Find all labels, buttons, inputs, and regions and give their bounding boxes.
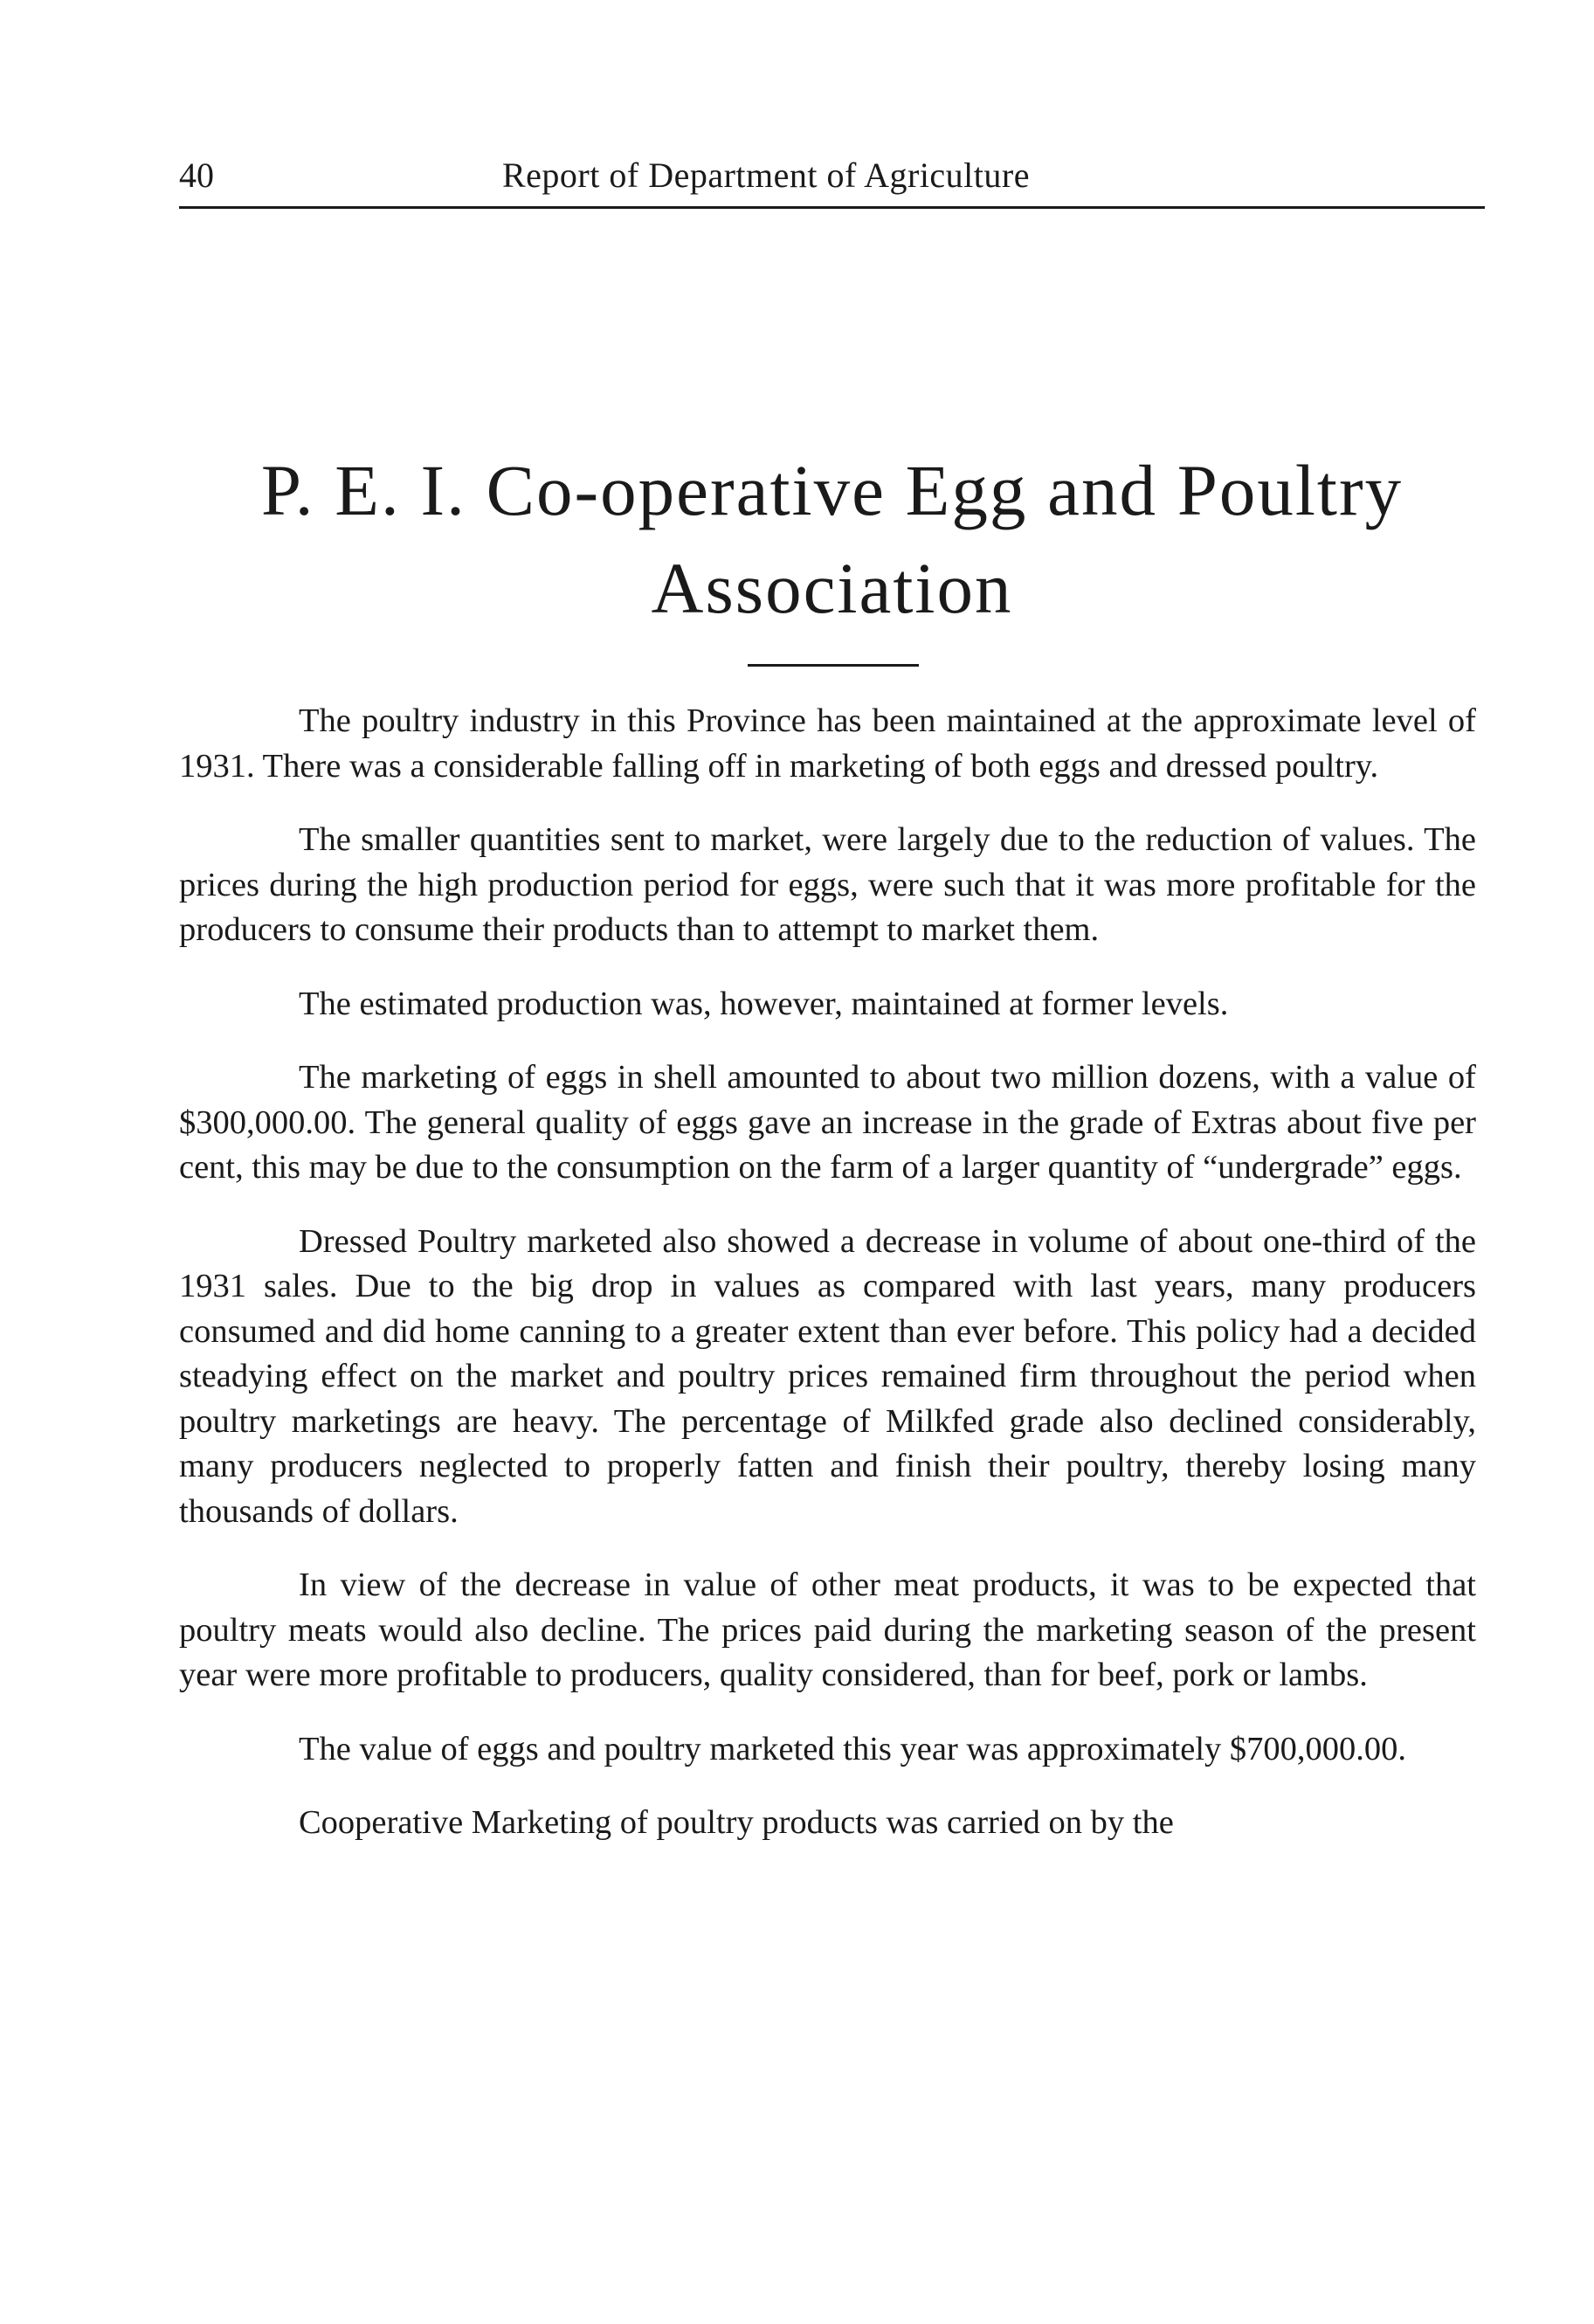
paragraph: The value of eggs and poultry marketed this year was approximately $700,000.00. bbox=[299, 1730, 1407, 1767]
paragraph: Cooperative Marketing of poultry products was carried on by the bbox=[299, 1804, 1174, 1841]
article-title: P. E. I. Co-operative Egg and Poultry Association bbox=[260, 450, 1404, 628]
paragraph: In view of the decrease in value of other meat products, it was to be expected that poultry meats would also decline. The prices paid during the marketing season of the present year were more profitable to producers, quality considered, than for beef, pork or lambs. bbox=[179, 1567, 1476, 1693]
paragraph: Dressed Poultry marketed also showed a decrease in volume of about one-third of the 1931 sales. Due to the big drop in values as compared with last years, many producers consumed and did home canning to a greater extent than ever before. This policy had a decided steadying effect on the market and poultry prices remained firm throughout the period when poultry marketings are heavy. The percentage of Milkfed grade also declined considerably, many producers neglected to properly fatten and finish their poultry, thereby losing many thousands of dollars. bbox=[179, 1222, 1476, 1530]
paragraph: The poultry industry in this Province has been maintained at the approximate level of 1931. There was a considerable falling off in marketing of both eggs and dressed poultry. bbox=[179, 702, 1476, 785]
page-number: 40 bbox=[179, 156, 214, 195]
header-divider bbox=[179, 206, 1485, 209]
paragraph: The estimated production was, however, maintained at former levels. bbox=[299, 985, 1229, 1022]
paragraph: The smaller quantities sent to market, were largely due to the reduction of values. The prices during the high production period for eggs, were such that it was more profitable for the producers to consume their products than to attempt to market them. bbox=[179, 821, 1476, 948]
running-header bbox=[179, 154, 1485, 206]
title-divider bbox=[748, 664, 919, 667]
article-body bbox=[179, 699, 1476, 1846]
running-header-title: Report of Department of Agriculture bbox=[502, 156, 1030, 195]
paragraph: The marketing of eggs in shell amounted to about two million dozens, with a value of $300,000.00. The general quality of eggs gave an increase in the grade of Extras about five per cent, this may be due to the consumption on the farm of a larger quantity of “undergrade” eggs. bbox=[179, 1059, 1476, 1186]
